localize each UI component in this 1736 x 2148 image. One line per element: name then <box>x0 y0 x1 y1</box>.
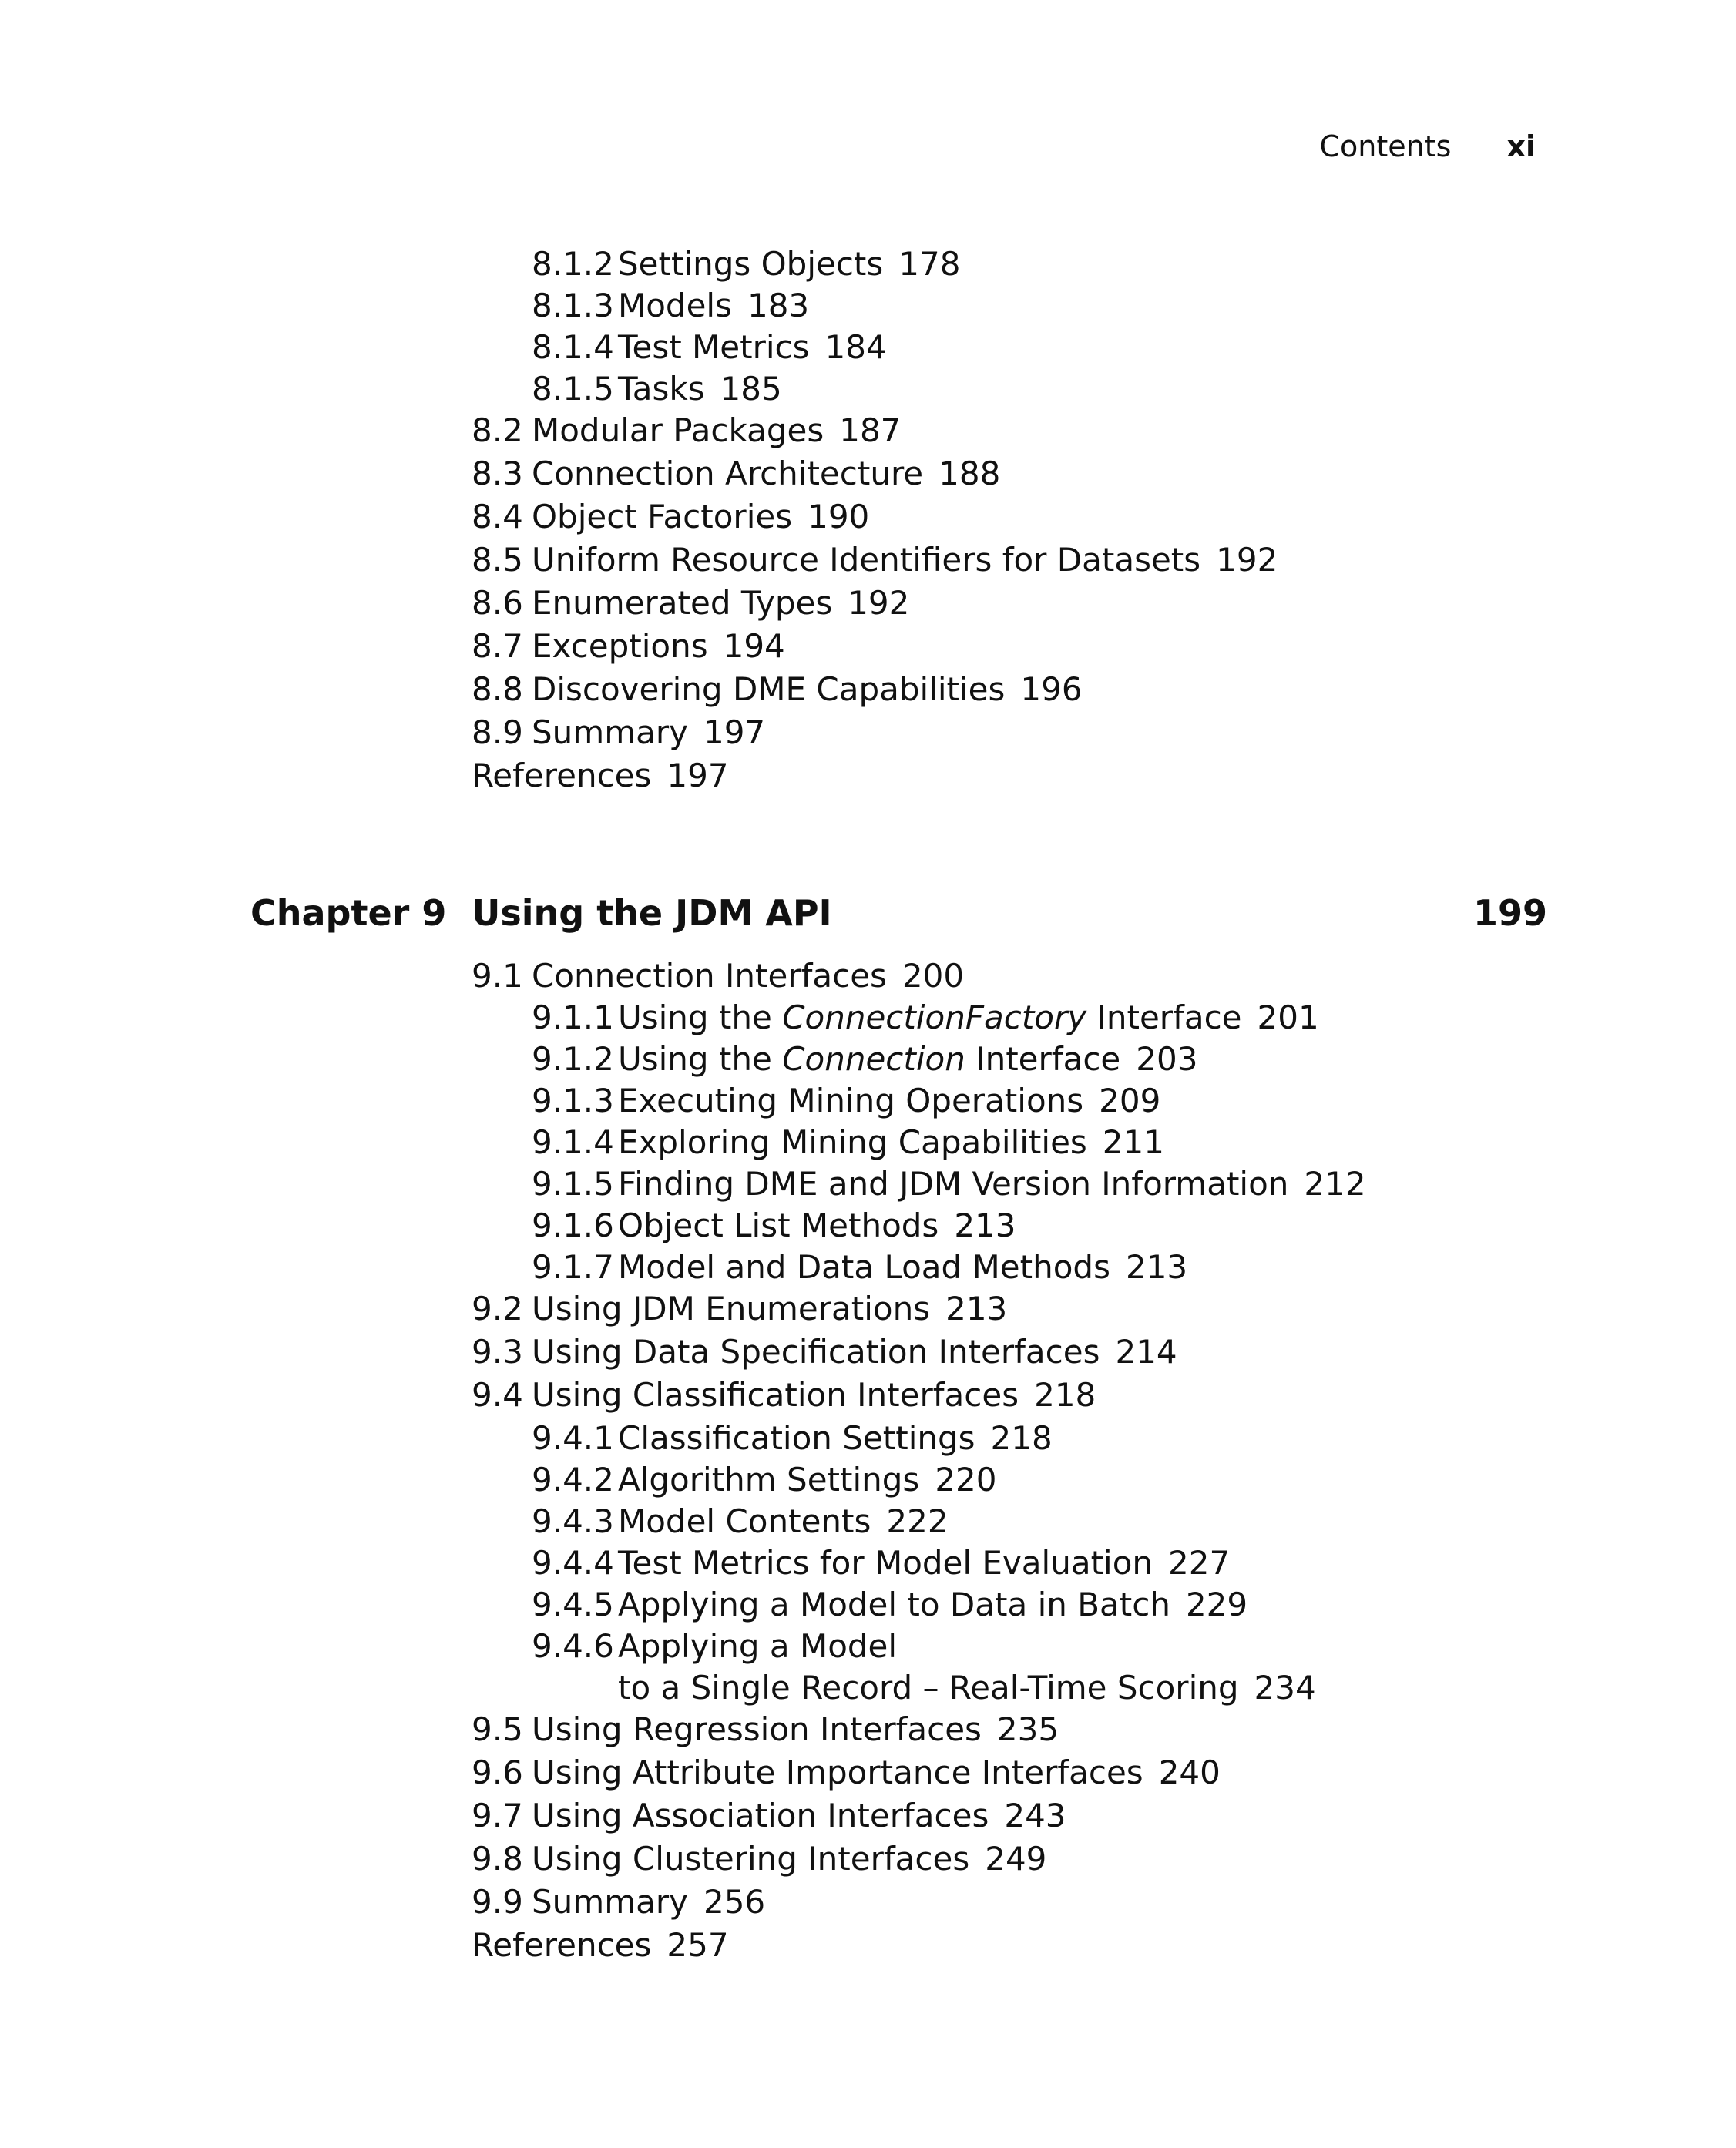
toc-entry[interactable]: 9.1.3 Executing Mining Operations 209 <box>532 1082 1161 1119</box>
toc-references[interactable]: References 257 <box>472 1926 729 1964</box>
toc-entry[interactable]: 9.4.2 Algorithm Settings 220 <box>532 1461 997 1499</box>
toc-entry[interactable]: 8.7 Exceptions 194 <box>472 627 785 665</box>
toc-entry[interactable]: 9.4.4 Test Metrics for Model Evaluation 227 <box>532 1544 1231 1582</box>
toc-entry[interactable]: 9.1.7 Model and Data Load Methods 213 <box>532 1248 1188 1286</box>
toc-entry[interactable]: 8.6 Enumerated Types 192 <box>472 584 910 622</box>
running-header <box>1320 129 1536 163</box>
toc-entry[interactable]: 9.1 Connection Interfaces 200 <box>472 957 965 995</box>
toc-entry[interactable]: 8.8 Discovering DME Capabilities 196 <box>472 670 1083 708</box>
toc-entry[interactable]: 9.2 Using JDM Enumerations 213 <box>472 1290 1008 1327</box>
chapter-label: Chapter 9 <box>250 892 447 934</box>
toc-entry[interactable]: 9.1.4 Exploring Mining Capabilities 211 <box>532 1123 1164 1161</box>
toc-entry[interactable]: 9.4.6 Applying a Model <box>532 1627 898 1665</box>
toc-entry[interactable]: 9.7 Using Association Interfaces 243 <box>472 1797 1066 1834</box>
toc-entry[interactable]: 9.3 Using Data Specification Interfaces 214 <box>472 1333 1177 1371</box>
toc-entry-continuation[interactable]: to a Single Record – Real-Time Scoring 234 <box>618 1669 1316 1707</box>
toc-entry[interactable]: 8.9 Summary 197 <box>472 713 766 751</box>
toc-entry[interactable]: 9.8 Using Clustering Interfaces 249 <box>472 1840 1047 1878</box>
toc-entry[interactable]: 9.5 Using Regression Interfaces 235 <box>472 1710 1059 1748</box>
toc-entry[interactable]: 9.1.2 Using the Connection Interface 203 <box>532 1040 1198 1078</box>
toc-entry[interactable]: 9.1.6 Object List Methods 213 <box>532 1207 1016 1244</box>
toc-entry[interactable]: 8.2 Modular Packages 187 <box>472 411 902 449</box>
toc-entry[interactable]: 8.3 Connection Architecture 188 <box>472 455 1001 492</box>
toc-entry[interactable]: 9.4.3 Model Contents 222 <box>532 1502 949 1540</box>
toc-entry[interactable]: 8.1.4 Test Metrics 184 <box>532 328 887 366</box>
chapter-title: Using the JDM API <box>472 892 832 934</box>
toc-entry[interactable]: 8.5 Uniform Resource Identifiers for Datasets 192 <box>472 541 1278 579</box>
toc-entry[interactable]: 9.4 Using Classification Interfaces 218 <box>472 1376 1096 1414</box>
toc-references[interactable]: References 197 <box>472 757 729 794</box>
toc-entry[interactable]: 9.9 Summary 256 <box>472 1883 766 1921</box>
page-folio: xi <box>1506 129 1536 163</box>
header-label: Contents <box>1319 129 1452 163</box>
toc-entry[interactable]: 8.1.2 Settings Objects 178 <box>532 245 961 283</box>
toc-entry[interactable]: 9.1.1 Using the ConnectionFactory Interface 201 <box>532 998 1319 1036</box>
toc-entry[interactable]: 8.1.5 Tasks 185 <box>532 370 782 408</box>
toc-entry[interactable]: 9.4.5 Applying a Model to Data in Batch 229 <box>532 1586 1248 1623</box>
chapter-page: 199 <box>1472 892 1547 934</box>
toc-entry[interactable]: 8.4 Object Factories 190 <box>472 498 870 535</box>
toc-entry[interactable]: 9.6 Using Attribute Importance Interfaces 240 <box>472 1754 1221 1791</box>
toc-entry[interactable]: 9.4.1 Classification Settings 218 <box>532 1419 1053 1457</box>
toc-entry[interactable]: 8.1.3 Models 183 <box>532 287 810 324</box>
toc-entry[interactable]: 9.1.5 Finding DME and JDM Version Information 212 <box>532 1165 1366 1203</box>
